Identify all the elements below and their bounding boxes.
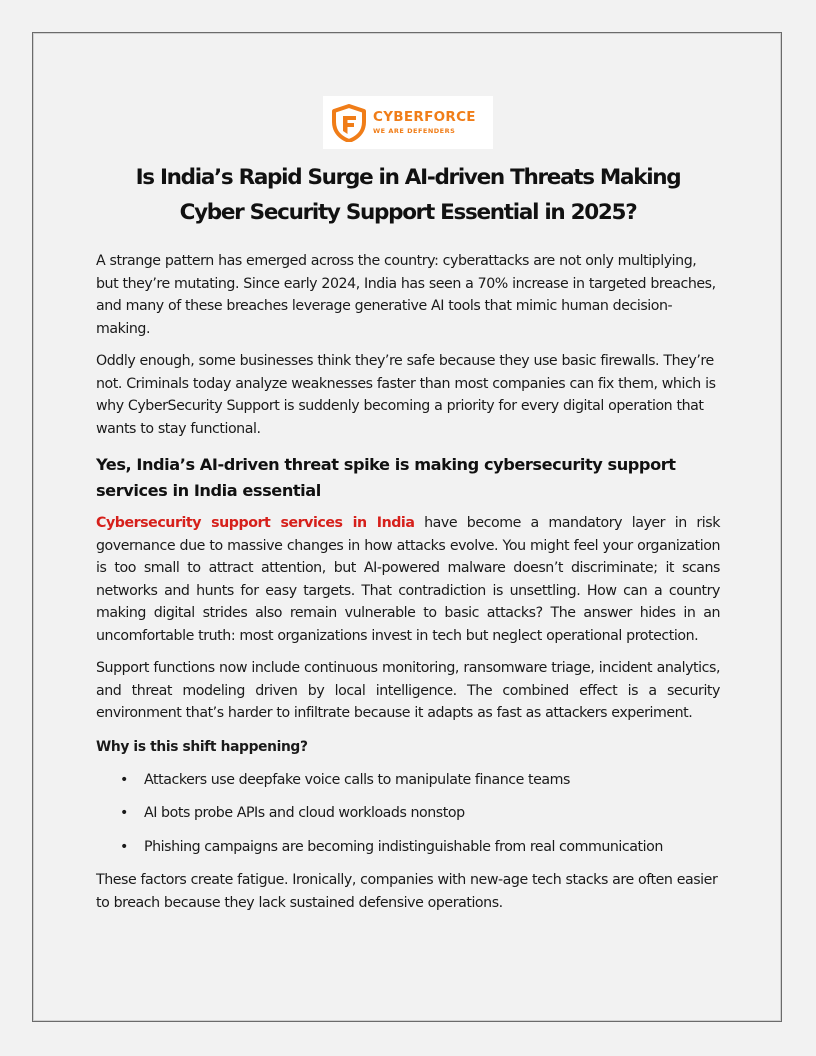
paragraph-5: These factors create fatigue. Ironically, companies with new-age tech stacks are often easier to breach because they lack sustained defensive operations. (96, 872, 718, 911)
shield-logo-icon (331, 104, 367, 142)
cybersecurity-services-link[interactable]: Cybersecurity support services in India (96, 515, 415, 531)
bullet-icon: • (120, 805, 128, 821)
section-heading: Yes, India’s AI-driven threat spike is making cybersecurity support services in India essential (96, 455, 676, 500)
article-title: Is India’s Rapid Surge in AI-driven Threats Making Cyber Security Support Essential in 2025? (135, 165, 681, 225)
list-item: • Phishing campaigns are becoming indistinguishable from real communication (96, 836, 720, 859)
logo-tagline: WE ARE DEFENDERS (373, 126, 456, 135)
bullet-icon: • (120, 838, 128, 855)
list-item: • Attackers use deepfake voice calls to manipulate finance teams (96, 769, 720, 792)
intro-paragraph-2: Oddly enough, some businesses think they’re safe because they use basic firewalls. They’re not. Criminals today analyze weaknesses faster than most companies can fix them, which is why CyberSecurity Support is suddenly becoming a priority for every digital operation that wants to stay functional. (96, 353, 716, 437)
cyberforce-logo (323, 96, 493, 149)
paragraph-4: Support functions now include continuous monitoring, ransomware triage, incident analytics, and threat modeling driven by local intelligence. The combined effect is a security environment that’s harder to infiltrate because it adapts as fast as attackers experiment. (96, 660, 720, 721)
paragraph-3 (96, 512, 720, 647)
bullet-icon: • (120, 771, 128, 788)
subheading: Why is this shift happening? (96, 738, 308, 755)
article-body (96, 160, 720, 924)
paragraph-3-text: have become a mandatory layer in risk governance due to massive changes in how attacks evolve. You might feel your organization is too small to attract attention, but AI-powered malware doesn’t discriminate; it scans networks and hunts for easy targets. That contradiction is unsettling. How can a country making digital strides also remain vulnerable to basic attacks? The answer hides in an uncomfortable truth: most organizations invest in tech but neglect operational protection. (96, 515, 720, 644)
list-item: • AI bots probe APIs and cloud workloads nonstop (96, 802, 720, 825)
intro-paragraph-1: A strange pattern has emerged across the country: cyberattacks are not only multiplying, but they’re mutating. Since early 2024, India has seen a 70% increase in targeted breaches, and many of these breaches leverage generative AI tools that mimic human decision-making. (96, 253, 716, 337)
logo-name: CYBERFORCE (373, 109, 476, 125)
reasons-list (96, 769, 720, 859)
